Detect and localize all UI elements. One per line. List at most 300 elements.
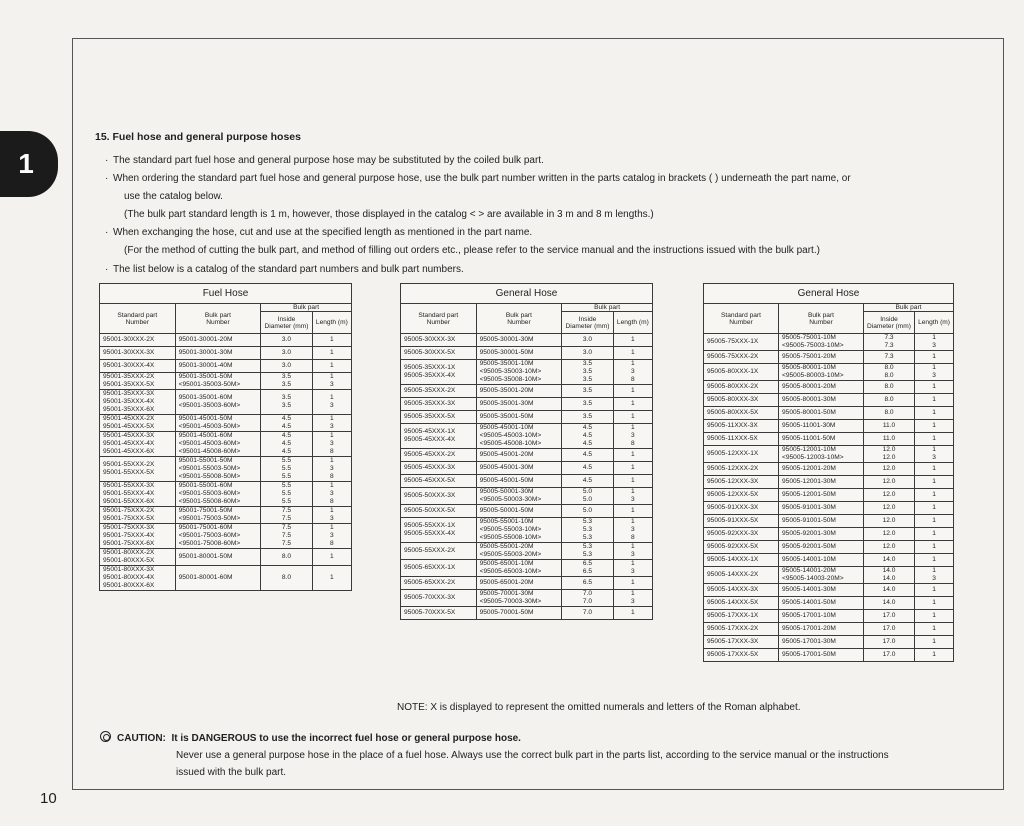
cell-bulk-number: 95001-55001-50M <95001-55003-50M> <95001-55008-50M> bbox=[175, 457, 261, 482]
cell-diameter: 12.0 12.0 bbox=[864, 446, 915, 463]
cell-bulk-number: 95005-80001-20M bbox=[779, 381, 864, 394]
cell-bulk-number: 95001-45001-60M <95001-45003-60M> <95001-45008-60M> bbox=[175, 432, 261, 457]
cell-bulk-number: 95005-45001-20M bbox=[476, 449, 562, 462]
table-title: Fuel Hose bbox=[100, 284, 352, 304]
table-row bbox=[704, 541, 954, 554]
cell-length: 1 3 bbox=[312, 390, 351, 415]
cell-bulk-number: 95001-35001-50M <95001-35003-50M> bbox=[175, 373, 261, 390]
cell-standard-number: 95005-12XXX-5X bbox=[704, 489, 779, 502]
cell-bulk-number: 95001-30001-40M bbox=[175, 360, 261, 373]
table-row bbox=[704, 567, 954, 584]
cell-length: 1 bbox=[613, 505, 652, 518]
cell-diameter: 14.0 14.0 bbox=[864, 567, 915, 584]
cell-standard-number: 95001-45XXX-3X 95001-45XXX-4X 95001-45XXX-6X bbox=[100, 432, 176, 457]
cell-length: 1 3 bbox=[312, 507, 351, 524]
table-row bbox=[704, 433, 954, 446]
cell-bulk-number: 95005-50001-30M <95005-50003-30M> bbox=[476, 488, 562, 505]
cell-length: 1 3 bbox=[613, 543, 652, 560]
table-row bbox=[704, 554, 954, 567]
cell-bulk-number: 95001-30001-20M bbox=[175, 334, 261, 347]
cell-diameter: 8.0 bbox=[864, 407, 915, 420]
cell-bulk-number: 95005-91001-50M bbox=[779, 515, 864, 528]
cell-standard-number: 95005-75XXX-2X bbox=[704, 351, 779, 364]
cell-diameter: 17.0 bbox=[864, 649, 915, 662]
caution-message: It is DANGEROUS to use the incorrect fuel hose or general purpose hose. bbox=[171, 733, 521, 744]
cell-diameter: 4.5 bbox=[562, 475, 613, 488]
header-bulk-part: Bulk part bbox=[261, 304, 352, 312]
header-bulk-part: Bulk part bbox=[864, 304, 954, 312]
cell-length: 1 bbox=[915, 433, 954, 446]
cell-standard-number: 95005-17XXX-1X bbox=[704, 610, 779, 623]
cell-bulk-number: 95005-35001-30M bbox=[476, 398, 562, 411]
cell-diameter: 14.0 bbox=[864, 584, 915, 597]
table-row bbox=[704, 597, 954, 610]
table-row bbox=[100, 334, 352, 347]
header-standard-number: Standard part Number bbox=[100, 304, 176, 334]
table-row bbox=[401, 449, 653, 462]
table-row bbox=[100, 524, 352, 549]
cell-length: 1 3 8 bbox=[312, 432, 351, 457]
cell-diameter: 5.0 5.0 bbox=[562, 488, 613, 505]
cell-diameter: 5.5 5.5 5.5 bbox=[261, 457, 312, 482]
cell-bulk-number: 95005-75001-20M bbox=[779, 351, 864, 364]
header-diameter: Inside Diameter (mm) bbox=[562, 312, 613, 334]
cell-diameter: 17.0 bbox=[864, 623, 915, 636]
cell-length: 1 3 8 bbox=[613, 424, 652, 449]
cell-standard-number: 95005-91XXX-3X bbox=[704, 502, 779, 515]
cell-bulk-number: 95005-92001-30M bbox=[779, 528, 864, 541]
cell-bulk-number: 95005-14001-30M bbox=[779, 584, 864, 597]
cell-diameter: 5.3 5.3 5.3 bbox=[562, 518, 613, 543]
table-row bbox=[401, 505, 653, 518]
cell-diameter: 11.0 bbox=[864, 433, 915, 446]
cell-length: 1 bbox=[312, 360, 351, 373]
cell-diameter: 7.5 7.5 bbox=[261, 507, 312, 524]
cell-bulk-number: 95005-14001-50M bbox=[779, 597, 864, 610]
cell-standard-number: 95005-35XXX-3X bbox=[401, 398, 477, 411]
cell-bulk-number: 95005-12001-10M <95005-12003-10M> bbox=[779, 446, 864, 463]
title-row bbox=[704, 284, 954, 304]
cell-diameter: 8.0 bbox=[261, 549, 312, 566]
note: NOTE: X is displayed to represent the omitted numerals and letters of the Roman alphabet. bbox=[397, 702, 801, 713]
cell-diameter: 12.0 bbox=[864, 528, 915, 541]
table-title: General Hose bbox=[401, 284, 653, 304]
cell-standard-number: 95001-80XXX-2X 95001-80XXX-5X bbox=[100, 549, 176, 566]
cell-diameter: 3.0 bbox=[261, 347, 312, 360]
cell-bulk-number: 95005-12001-50M bbox=[779, 489, 864, 502]
cell-length: 1 bbox=[613, 347, 652, 360]
table-row bbox=[401, 334, 653, 347]
table-row bbox=[401, 488, 653, 505]
cell-length: 1 bbox=[915, 623, 954, 636]
caution-circle-icon bbox=[100, 731, 111, 742]
cell-length: 1 3 bbox=[312, 373, 351, 390]
cell-standard-number: 95005-80XXX-2X bbox=[704, 381, 779, 394]
table-row bbox=[401, 518, 653, 543]
cell-standard-number: 95001-45XXX-2X 95001-45XXX-5X bbox=[100, 415, 176, 432]
cell-standard-number: 95005-45XXX-3X bbox=[401, 462, 477, 475]
cell-bulk-number: 95005-12001-20M bbox=[779, 463, 864, 476]
cell-diameter: 3.5 bbox=[562, 398, 613, 411]
cell-length: 1 bbox=[613, 475, 652, 488]
cell-bulk-number: 95005-17001-10M bbox=[779, 610, 864, 623]
cell-standard-number: 95005-80XXX-3X bbox=[704, 394, 779, 407]
cell-bulk-number: 95005-35001-20M bbox=[476, 385, 562, 398]
cell-standard-number: 95001-35XXX-2X 95001-35XXX-5X bbox=[100, 373, 176, 390]
cell-length: 1 3 8 bbox=[613, 518, 652, 543]
cell-bulk-number: 95005-17001-20M bbox=[779, 623, 864, 636]
cell-diameter: 3.5 3.5 bbox=[261, 390, 312, 415]
table-row bbox=[401, 398, 653, 411]
table-row bbox=[704, 502, 954, 515]
header-row bbox=[100, 304, 352, 312]
caution-block bbox=[100, 730, 950, 781]
cell-length: 1 bbox=[613, 462, 652, 475]
cell-standard-number: 95005-11XXX-3X bbox=[704, 420, 779, 433]
cell-standard-number: 95005-50XXX-5X bbox=[401, 505, 477, 518]
table-row bbox=[704, 407, 954, 420]
cell-length: 1 bbox=[613, 411, 652, 424]
table-row bbox=[401, 411, 653, 424]
cell-diameter: 12.0 bbox=[864, 476, 915, 489]
cell-diameter: 6.5 6.5 bbox=[562, 560, 613, 577]
cell-diameter: 7.0 7.0 bbox=[562, 590, 613, 607]
cell-standard-number: 95005-12XXX-1X bbox=[704, 446, 779, 463]
table-row bbox=[100, 360, 352, 373]
table-row bbox=[704, 420, 954, 433]
fuel-hose-table bbox=[99, 283, 352, 591]
cell-length: 1 bbox=[915, 489, 954, 502]
header-row bbox=[704, 304, 954, 312]
cell-length: 1 3 bbox=[915, 364, 954, 381]
cell-length: 1 bbox=[915, 476, 954, 489]
cell-diameter: 8.0 bbox=[864, 381, 915, 394]
table-row bbox=[100, 482, 352, 507]
cell-diameter: 8.0 bbox=[864, 394, 915, 407]
cell-standard-number: 95005-92XXX-5X bbox=[704, 541, 779, 554]
section-heading: 15. Fuel hose and general purpose hoses bbox=[95, 131, 301, 143]
cell-length: 1 bbox=[312, 334, 351, 347]
cell-bulk-number: 95005-65001-20M bbox=[476, 577, 562, 590]
cell-diameter: 7.5 7.5 7.5 bbox=[261, 524, 312, 549]
table-row bbox=[704, 623, 954, 636]
cell-length: 1 bbox=[915, 649, 954, 662]
cell-diameter: 8.0 bbox=[261, 566, 312, 591]
title-row bbox=[100, 284, 352, 304]
cell-diameter: 14.0 bbox=[864, 597, 915, 610]
cell-bulk-number: 95001-80001-60M bbox=[175, 566, 261, 591]
cell-diameter: 3.0 bbox=[562, 334, 613, 347]
cell-length: 1 bbox=[915, 636, 954, 649]
header-length: Length (m) bbox=[613, 312, 652, 334]
cell-standard-number: 95005-65XXX-2X bbox=[401, 577, 477, 590]
cell-length: 1 bbox=[613, 449, 652, 462]
cell-bulk-number: 95005-45001-10M <95005-45003-10M> <95005-45008-10M> bbox=[476, 424, 562, 449]
cell-bulk-number: 95005-45001-30M bbox=[476, 462, 562, 475]
table-row bbox=[100, 390, 352, 415]
cell-bulk-number: 95005-17001-30M bbox=[779, 636, 864, 649]
cell-standard-number: 95005-55XXX-1X 95005-55XXX-4X bbox=[401, 518, 477, 543]
cell-bulk-number: 95005-45001-50M bbox=[476, 475, 562, 488]
cell-diameter: 5.0 bbox=[562, 505, 613, 518]
cell-bulk-number: 95005-91001-30M bbox=[779, 502, 864, 515]
page-number: 10 bbox=[40, 790, 57, 807]
cell-standard-number: 95005-45XXX-5X bbox=[401, 475, 477, 488]
cell-bulk-number: 95005-70001-30M <95005-70003-30M> bbox=[476, 590, 562, 607]
table-row bbox=[100, 347, 352, 360]
cell-length: 1 bbox=[312, 549, 351, 566]
cell-standard-number: 95005-55XXX-2X bbox=[401, 543, 477, 560]
cell-standard-number: 95005-35XXX-5X bbox=[401, 411, 477, 424]
intro-list bbox=[113, 152, 973, 260]
cell-bulk-number: 95005-92001-50M bbox=[779, 541, 864, 554]
cell-bulk-number: 95005-30001-30M bbox=[476, 334, 562, 347]
cell-standard-number: 95001-35XXX-3X 95001-35XXX-4X 95001-35XXX-6X bbox=[100, 390, 176, 415]
cell-standard-number: 95005-14XXX-5X bbox=[704, 597, 779, 610]
cell-bulk-number: 95001-80001-50M bbox=[175, 549, 261, 566]
cell-diameter: 4.5 4.5 bbox=[261, 415, 312, 432]
title-row bbox=[401, 284, 653, 304]
cell-diameter: 3.5 bbox=[562, 411, 613, 424]
cell-diameter: 17.0 bbox=[864, 610, 915, 623]
caution-body-line: issued with the bulk part. bbox=[176, 767, 287, 778]
header-row bbox=[401, 304, 653, 312]
cell-diameter: 11.0 bbox=[864, 420, 915, 433]
header-diameter: Inside Diameter (mm) bbox=[261, 312, 312, 334]
cell-diameter: 4.5 bbox=[562, 462, 613, 475]
cell-standard-number: 95005-14XXX-3X bbox=[704, 584, 779, 597]
cell-length: 1 bbox=[312, 566, 351, 591]
table-row bbox=[100, 373, 352, 390]
cell-diameter: 14.0 bbox=[864, 554, 915, 567]
cell-length: 1 3 bbox=[915, 446, 954, 463]
cell-length: 1 bbox=[915, 610, 954, 623]
header-bulk-number: Bulk part Number bbox=[779, 304, 864, 334]
header-bulk-part: Bulk part bbox=[562, 304, 653, 312]
cell-length: 1 3 8 bbox=[312, 524, 351, 549]
cell-diameter: 4.5 4.5 4.5 bbox=[261, 432, 312, 457]
cell-length: 1 3 bbox=[915, 567, 954, 584]
cell-length: 1 bbox=[915, 515, 954, 528]
table-row bbox=[100, 507, 352, 524]
header-bulk-number: Bulk part Number bbox=[476, 304, 562, 334]
table-row bbox=[401, 475, 653, 488]
table-title: General Hose bbox=[704, 284, 954, 304]
table-row bbox=[401, 347, 653, 360]
table-row bbox=[401, 577, 653, 590]
cell-diameter: 17.0 bbox=[864, 636, 915, 649]
cell-bulk-number: 95005-14001-20M <95005-14003-20M> bbox=[779, 567, 864, 584]
cell-diameter: 5.3 5.3 bbox=[562, 543, 613, 560]
table-row bbox=[401, 560, 653, 577]
cell-bulk-number: 95001-35001-60M <95001-35003-60M> bbox=[175, 390, 261, 415]
cell-length: 1 3 bbox=[613, 488, 652, 505]
table-row bbox=[100, 457, 352, 482]
intro-line: · When exchanging the hose, cut and use at the specified length as mentioned in the part name. bbox=[113, 224, 973, 242]
cell-diameter: 7.0 bbox=[562, 607, 613, 620]
cell-length: 1 3 bbox=[613, 560, 652, 577]
cell-bulk-number: 95001-55001-60M <95001-55003-60M> <95001-55008-60M> bbox=[175, 482, 261, 507]
cell-standard-number: 95005-70XXX-5X bbox=[401, 607, 477, 620]
table-row bbox=[704, 636, 954, 649]
cell-length: 1 bbox=[613, 398, 652, 411]
cell-diameter: 12.0 bbox=[864, 489, 915, 502]
intro-line: · The standard part fuel hose and general purpose hose may be substituted by the coiled bulk part. bbox=[113, 152, 973, 170]
table-row bbox=[401, 462, 653, 475]
cell-bulk-number: 95005-70001-50M bbox=[476, 607, 562, 620]
cell-length: 1 bbox=[613, 607, 652, 620]
cell-diameter: 12.0 bbox=[864, 463, 915, 476]
cell-standard-number: 95005-92XXX-3X bbox=[704, 528, 779, 541]
cell-bulk-number: 95005-14001-10M bbox=[779, 554, 864, 567]
cell-diameter: 12.0 bbox=[864, 515, 915, 528]
cell-standard-number: 95005-50XXX-3X bbox=[401, 488, 477, 505]
cell-standard-number: 95005-12XXX-2X bbox=[704, 463, 779, 476]
general-hose-table-1 bbox=[400, 283, 653, 620]
header-bulk-number: Bulk part Number bbox=[175, 304, 261, 334]
cell-standard-number: 95001-75XXX-2X 95001-75XXX-5X bbox=[100, 507, 176, 524]
table-row bbox=[704, 394, 954, 407]
cell-diameter: 3.0 bbox=[562, 347, 613, 360]
cell-length: 1 bbox=[915, 502, 954, 515]
cell-length: 1 bbox=[613, 334, 652, 347]
table-row bbox=[401, 360, 653, 385]
intro-line: (For the method of cutting the bulk part, and method of filling out orders etc., please refer to the service manual and the instructions issued with the bulk part.) bbox=[124, 245, 820, 256]
table-row bbox=[401, 543, 653, 560]
table-row bbox=[401, 607, 653, 620]
table-row bbox=[704, 463, 954, 476]
cell-standard-number: 95005-30XXX-5X bbox=[401, 347, 477, 360]
cell-length: 1 3 bbox=[613, 590, 652, 607]
cell-standard-number: 95005-17XXX-2X bbox=[704, 623, 779, 636]
cell-length: 1 3 bbox=[915, 334, 954, 351]
cell-standard-number: 95005-91XXX-5X bbox=[704, 515, 779, 528]
cell-diameter: 8.0 8.0 bbox=[864, 364, 915, 381]
header-diameter: Inside Diameter (mm) bbox=[864, 312, 915, 334]
cell-bulk-number: 95005-35001-10M <95005-35003-10M> <95005-35008-10M> bbox=[476, 360, 562, 385]
intro-line: use the catalog below. bbox=[124, 191, 223, 202]
cell-bulk-number: 95001-75001-50M <95001-75003-50M> bbox=[175, 507, 261, 524]
table-row bbox=[704, 515, 954, 528]
cell-standard-number: 95005-17XXX-5X bbox=[704, 649, 779, 662]
table-row bbox=[401, 590, 653, 607]
cell-bulk-number: 95005-80001-50M bbox=[779, 407, 864, 420]
cell-bulk-number: 95005-50001-50M bbox=[476, 505, 562, 518]
cell-bulk-number: 95005-80001-10M <95005-80003-10M> bbox=[779, 364, 864, 381]
table-row bbox=[704, 334, 954, 351]
header-standard-number: Standard part Number bbox=[401, 304, 477, 334]
table-row bbox=[100, 415, 352, 432]
cell-standard-number: 95005-65XXX-1X bbox=[401, 560, 477, 577]
cell-bulk-number: 95005-12001-30M bbox=[779, 476, 864, 489]
cell-standard-number: 95001-30XXX-2X bbox=[100, 334, 176, 347]
general-hose-table-2 bbox=[703, 283, 954, 662]
cell-standard-number: 95005-35XXX-1X 95005-35XXX-4X bbox=[401, 360, 477, 385]
cell-diameter: 3.0 bbox=[261, 360, 312, 373]
cell-bulk-number: 95005-30001-50M bbox=[476, 347, 562, 360]
intro-line: (The bulk part standard length is 1 m, however, those displayed in the catalog < > are available in 3 m and 8 m lengths.) bbox=[124, 209, 654, 220]
cell-length: 1 3 8 bbox=[312, 482, 351, 507]
cell-standard-number: 95005-14XXX-2X bbox=[704, 567, 779, 584]
caution-body-line: Never use a general purpose hose in the place of a fuel hose. Always use the correct bulk part in the parts list, according to the service manual or the instructions bbox=[176, 750, 889, 761]
cell-standard-number: 95001-80XXX-3X 95001-80XXX-4X 95001-80XXX-6X bbox=[100, 566, 176, 591]
cell-diameter: 6.5 bbox=[562, 577, 613, 590]
cell-diameter: 3.5 bbox=[562, 385, 613, 398]
cell-standard-number: 95001-30XXX-3X bbox=[100, 347, 176, 360]
cell-standard-number: 95005-30XXX-3X bbox=[401, 334, 477, 347]
cell-bulk-number: 95001-75001-60M <95001-75003-60M> <95001-75008-60M> bbox=[175, 524, 261, 549]
cell-bulk-number: 95005-11001-30M bbox=[779, 420, 864, 433]
cell-diameter: 7.3 7.3 bbox=[864, 334, 915, 351]
cell-diameter: 12.0 bbox=[864, 541, 915, 554]
cell-length: 1 bbox=[915, 597, 954, 610]
table-row bbox=[704, 446, 954, 463]
cell-length: 1 bbox=[613, 577, 652, 590]
table-row bbox=[401, 424, 653, 449]
cell-bulk-number: 95001-30001-30M bbox=[175, 347, 261, 360]
table-row bbox=[704, 584, 954, 597]
cell-length: 1 bbox=[915, 554, 954, 567]
header-length: Length (m) bbox=[312, 312, 351, 334]
cell-bulk-number: 95005-35001-50M bbox=[476, 411, 562, 424]
cell-diameter: 3.5 3.5 bbox=[261, 373, 312, 390]
cell-bulk-number: 95005-55001-10M <95005-55003-10M> <95005-55008-10M> bbox=[476, 518, 562, 543]
cell-length: 1 bbox=[915, 463, 954, 476]
cell-diameter: 7.3 bbox=[864, 351, 915, 364]
cell-length: 1 bbox=[915, 528, 954, 541]
cell-standard-number: 95005-75XXX-1X bbox=[704, 334, 779, 351]
table-row bbox=[704, 476, 954, 489]
cell-standard-number: 95001-55XXX-3X 95001-55XXX-4X 95001-55XXX-6X bbox=[100, 482, 176, 507]
cell-standard-number: 95005-12XXX-3X bbox=[704, 476, 779, 489]
cell-standard-number: 95005-80XXX-5X bbox=[704, 407, 779, 420]
table-row bbox=[401, 385, 653, 398]
cell-length: 1 bbox=[915, 351, 954, 364]
cell-standard-number: 95001-30XXX-4X bbox=[100, 360, 176, 373]
cell-length: 1 3 8 bbox=[613, 360, 652, 385]
cell-bulk-number: 95001-45001-50M <95001-45003-50M> bbox=[175, 415, 261, 432]
caution-label: CAUTION: bbox=[117, 733, 166, 744]
cell-length: 1 3 8 bbox=[312, 457, 351, 482]
cell-standard-number: 95005-45XXX-1X 95005-45XXX-4X bbox=[401, 424, 477, 449]
cell-bulk-number: 95005-11001-50M bbox=[779, 433, 864, 446]
intro-line: · When ordering the standard part fuel hose and general purpose hose, use the bulk part number written in the parts catalog in brackets ( ) underneath the part name, or bbox=[113, 170, 973, 188]
cell-length: 1 bbox=[915, 407, 954, 420]
cell-length: 1 bbox=[613, 385, 652, 398]
section-tab: 1 bbox=[0, 131, 58, 197]
table-row bbox=[704, 381, 954, 394]
cell-length: 1 bbox=[915, 394, 954, 407]
cell-standard-number: 95005-70XXX-3X bbox=[401, 590, 477, 607]
cell-length: 1 bbox=[312, 347, 351, 360]
table-row bbox=[704, 610, 954, 623]
cell-bulk-number: 95005-55001-20M <95005-55003-20M> bbox=[476, 543, 562, 560]
table-row bbox=[100, 566, 352, 591]
header-standard-number: Standard part Number bbox=[704, 304, 779, 334]
cell-length: 1 3 bbox=[312, 415, 351, 432]
table-row bbox=[704, 351, 954, 364]
table-row bbox=[704, 528, 954, 541]
cell-length: 1 bbox=[915, 541, 954, 554]
table-row bbox=[100, 432, 352, 457]
cell-standard-number: 95005-35XXX-2X bbox=[401, 385, 477, 398]
cell-standard-number: 95005-45XXX-2X bbox=[401, 449, 477, 462]
table-row bbox=[704, 489, 954, 502]
cell-bulk-number: 95005-75001-10M <95005-75003-10M> bbox=[779, 334, 864, 351]
cell-bulk-number: 95005-65001-10M <95005-65003-10M> bbox=[476, 560, 562, 577]
cell-diameter: 3.5 3.5 3.5 bbox=[562, 360, 613, 385]
cell-diameter: 4.5 4.5 4.5 bbox=[562, 424, 613, 449]
